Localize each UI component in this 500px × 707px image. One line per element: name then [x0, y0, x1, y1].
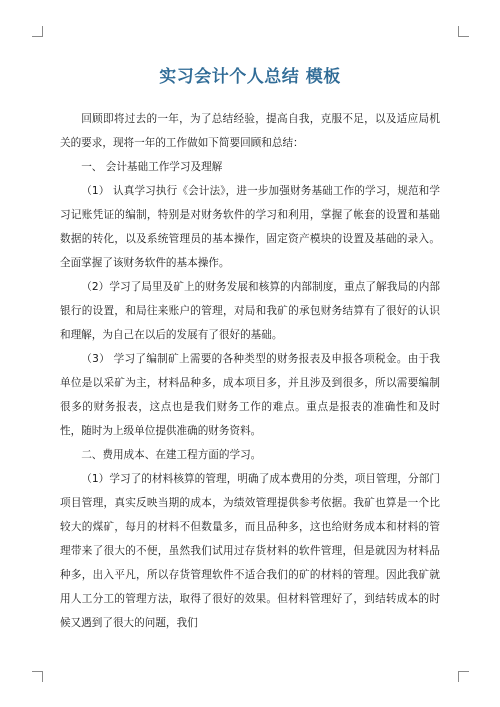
paragraph-1-1: （1） 认真学习执行《会计法》，进一步加强财务基础工作的学习，规范和学习记账凭证的编制，特别是对财务软件的学习和利用，掌握了帐套的设置和基础数据的转化，以及系统管理员的基本操作，固定资产模块的设置及基础的录入。全面掌握了该财务软件的基本操作。: [60, 185, 440, 269]
section-heading-2: 二、费用成本、在建工程方面的学习。: [81, 449, 262, 461]
section-heading-1: 一、 会计基础工作学习及理解: [81, 161, 223, 173]
crop-mark-bottom-right: [458, 671, 469, 682]
paragraph-intro: 回顾即将过去的一年，为了总结经验，提高自我，克服不足，以及适应局机关的要求，现将一年的工作做如下简要回顾和总结：: [60, 113, 440, 149]
paragraph-1-2: （2）学习了局里及矿上的财务发展和核算的内部制度，重点了解我局的内部银行的设置，和局往来账户的管理，对局和我矿的承包财务结算有了很好的认识和理解，为自己在以后的发展有了很好的基础。: [60, 281, 440, 341]
crop-mark-top-left: [32, 26, 43, 37]
crop-mark-top-right: [458, 26, 469, 37]
document-body: [60, 107, 440, 635]
document-title: 实习会计个人总结 模板: [159, 67, 341, 87]
paragraph-1-3: （3） 学习了编制矿上需要的各种类型的财务报表及申报各项税金。由于我单位是以采矿为主，材料品种多，成本项目多，并且涉及到很多，所以需要编制很多的财务报表，这点也是我们财务工作的难点。重点是报表的准确性和及时性，随时为上级单位提供准确的财务资料。: [60, 353, 440, 437]
paragraph-2-1: （1）学习了的材料核算的管理，明确了成本费用的分类，项目管理，分部门项目管理，真实反映当期的成本，为绩效管理提供参考依据。我矿也算是一个比较大的煤矿，每月的材料不但数量多，而且品种多，这也给财务成本和材料的管理带来了很大的不便，虽然我们试用过存货材料的软件管理，但是就因为材料品种多，出入平凡，所以存货管理软件不适合我们的矿的材料的管理。因此我矿就用人工分工的管理方法，取得了很好的效果。但材料管理好了，到结转成本的时候又遇到了很大的问题，我们: [60, 473, 440, 629]
crop-mark-bottom-left: [32, 671, 43, 682]
